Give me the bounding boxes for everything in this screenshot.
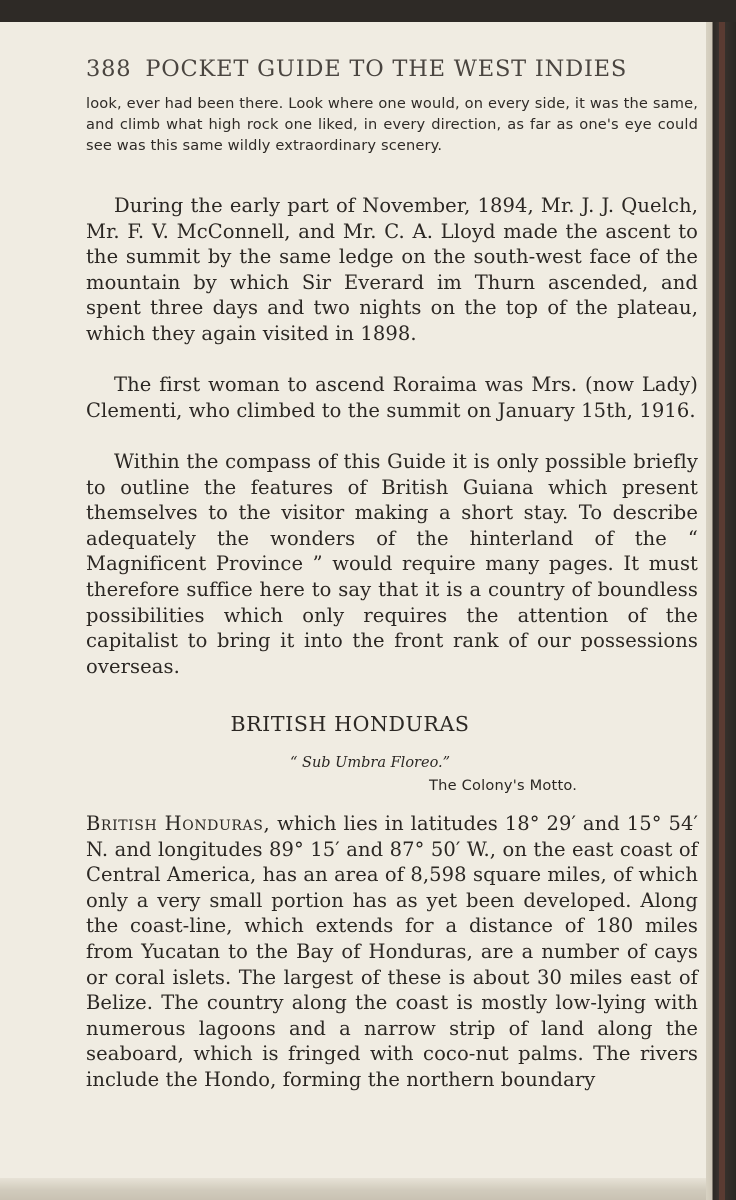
running-title: POCKET GUIDE TO THE WEST INDIES (145, 56, 628, 82)
book-spine-strip (719, 22, 725, 1200)
motto-attribution: The Colony's Motto. (429, 777, 578, 794)
paragraph-ascent-1894: During the early part of November, 1894, Mr. J. J. Quelch, Mr. F. V. McConnell, and Mr. C. A. Lloyd made the ascent to the summit by the same ledge on the south-west face of the mountain by which Sir Everard im Thurn ascended, and spent three days and two nights on the top of the plateau, which they again visited in 1898. (86, 194, 698, 345)
page-bottom-edge (0, 1178, 706, 1200)
page-top-shadow (0, 0, 736, 22)
paragraph-guide-scope: Within the compass of this Guide it is only possible briefly to outline the features of British Guiana which present themselves to the visitor making a short stay. To describe adequately the wonders of the hinterland of the “ Magnificent Province ” would require many pages. It must therefore suffice here to say that it is a country of boundless possibilities which only requires the attention of the capitalist to bring it into the front rank of our possessions overseas. (86, 450, 698, 678)
colony-motto: “ Sub Umbra Floreo.” (290, 755, 451, 771)
running-header (86, 56, 627, 82)
section-heading: BRITISH HONDURAS (230, 712, 470, 736)
page-number: 388 (86, 56, 132, 82)
paragraph-british-honduras (86, 811, 698, 1093)
paragraph-british-honduras-body: which lies in latitudes 18° 29′ and 15° 54′ N. and longitudes 89° 15′ and 87° 50′ W., on the east coast of Central America, has an area of 8,598 square miles, of which only a very small portion has as yet been developed. Along the coast-line, which extends for a distance of 180 miles from Yucatan to the Bay of Honduras, are a number of cays or coral islets. The largest of these is about 30 miles east of Belize. The country along the coast is mostly low-lying with numerous lagoons and a narrow strip of land along the seaboard, which is fringed with coco-nut palms. The rivers include the Hondo, forming the northern boundary (86, 812, 698, 1091)
lead-in-smallcaps: British Honduras, (86, 812, 271, 835)
paragraph-first-woman: The first woman to ascend Roraima was Mrs. (now Lady) Clementi, who climbed to the summit on January 15th, 1916. (86, 373, 698, 422)
quoted-passage-continuation: look, ever had been there. Look where one would, on every side, it was the same, and climb what high rock one liked, in every direction, as far as one's eye could see was this same wildly extraordinary scenery. (86, 95, 698, 154)
